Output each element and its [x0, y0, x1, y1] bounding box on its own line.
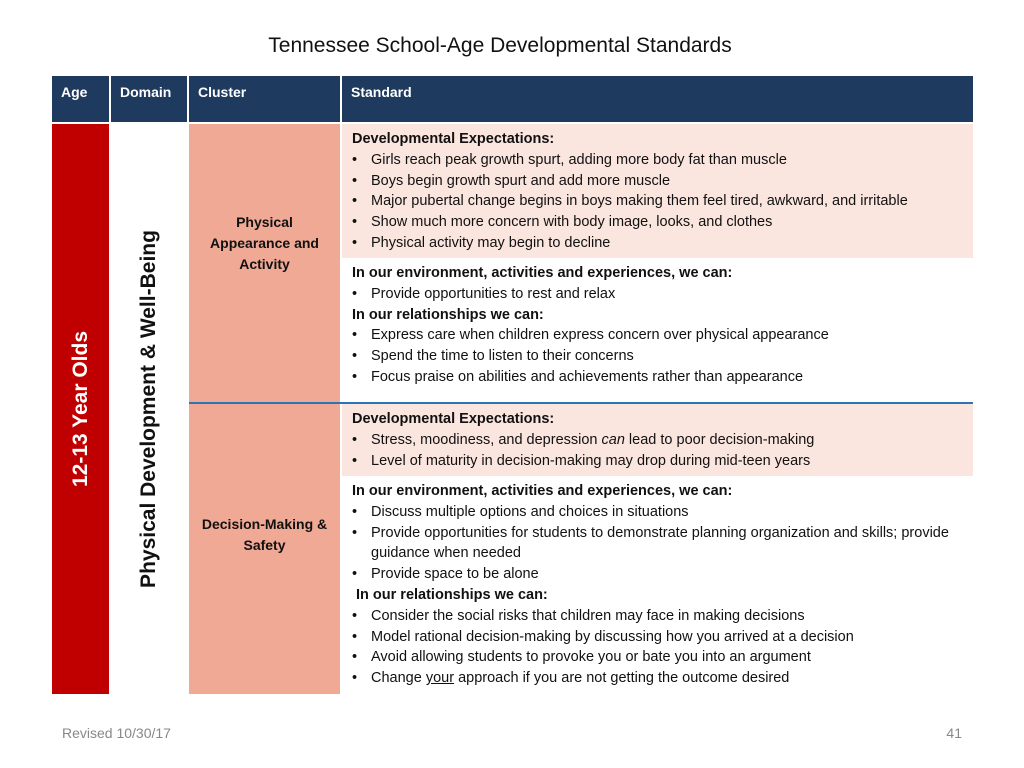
list-item: • Express care when children express concern over physical appearance	[352, 325, 963, 346]
page-title: Tennessee School-Age Developmental Standards	[268, 34, 732, 57]
environment-list	[352, 284, 963, 305]
expectations-list	[352, 430, 963, 472]
list-item: • Focus praise on abilities and achievements rather than appearance	[352, 367, 963, 388]
list-item: • Provide opportunities to rest and relax	[352, 284, 963, 305]
header-age: Age	[52, 76, 109, 122]
header-domain: Domain	[111, 76, 187, 122]
list-item: • Provide space to be alone	[352, 564, 963, 585]
cluster-label: Physical Appearance and Activity	[210, 214, 319, 272]
header-standard: Standard	[342, 76, 973, 122]
block-heading: Developmental Expectations:	[352, 411, 555, 427]
expectations-list	[352, 150, 963, 254]
list-item: • Stress, moodiness, and depression can lead to poor decision-making	[352, 430, 963, 451]
block-heading: In our environment, activities and experiences, we can:	[352, 265, 733, 281]
list-item: • Physical activity may begin to decline	[352, 233, 963, 254]
list-item: • Show much more concern with body image, looks, and clothes	[352, 212, 963, 233]
relationships-list	[352, 606, 963, 689]
block-heading: In our relationships we can:	[352, 306, 544, 323]
relationships-list	[352, 325, 963, 387]
list-item: • Model rational decision-making by discussing how you arrived at a decision	[352, 627, 963, 648]
page-number: 41	[946, 725, 962, 741]
physical-strategies-block	[342, 258, 973, 402]
decision-strategies-block	[342, 476, 973, 694]
age-label: 12-13 Year Olds	[68, 330, 92, 488]
cluster-label: Decision-Making & Safety	[201, 516, 328, 553]
environment-list	[352, 502, 963, 585]
block-heading: In our environment, activities and experiences, we can:	[352, 483, 733, 499]
list-item: • Avoid allowing students to provoke you or bate you into an argument	[352, 647, 963, 668]
list-item: • Spend the time to listen to their concerns	[352, 346, 963, 367]
decision-expectations-block	[342, 404, 973, 476]
age-column	[52, 124, 109, 694]
block-heading: Developmental Expectations:	[352, 131, 555, 147]
cluster-physical-appearance	[189, 124, 340, 403]
domain-label: Physical Development & Well-Being	[137, 230, 160, 588]
cluster-decision-making	[189, 404, 340, 694]
list-item: • Level of maturity in decision-making may drop during mid-teen years	[352, 451, 963, 472]
list-item: • Discuss multiple options and choices in situations	[352, 502, 963, 523]
list-item: • Major pubertal change begins in boys making them feel tired, awkward, and irritable	[352, 191, 963, 212]
list-item: • Provide opportunities for students to demonstrate planning organization and skills; provide guidance when needed	[352, 523, 963, 565]
list-item: • Boys begin growth spurt and add more muscle	[352, 171, 963, 192]
block-heading: In our relationships we can:	[356, 586, 548, 603]
header-cluster: Cluster	[189, 76, 340, 122]
physical-expectations-block	[342, 124, 973, 258]
revised-date: Revised 10/30/17	[62, 725, 171, 741]
list-item: • Girls reach peak growth spurt, adding more body fat than muscle	[352, 150, 963, 171]
domain-column	[111, 124, 187, 694]
list-item: • Consider the social risks that children may face in making decisions	[352, 606, 963, 627]
list-item: • Change your approach if you are not getting the outcome desired	[352, 668, 963, 689]
